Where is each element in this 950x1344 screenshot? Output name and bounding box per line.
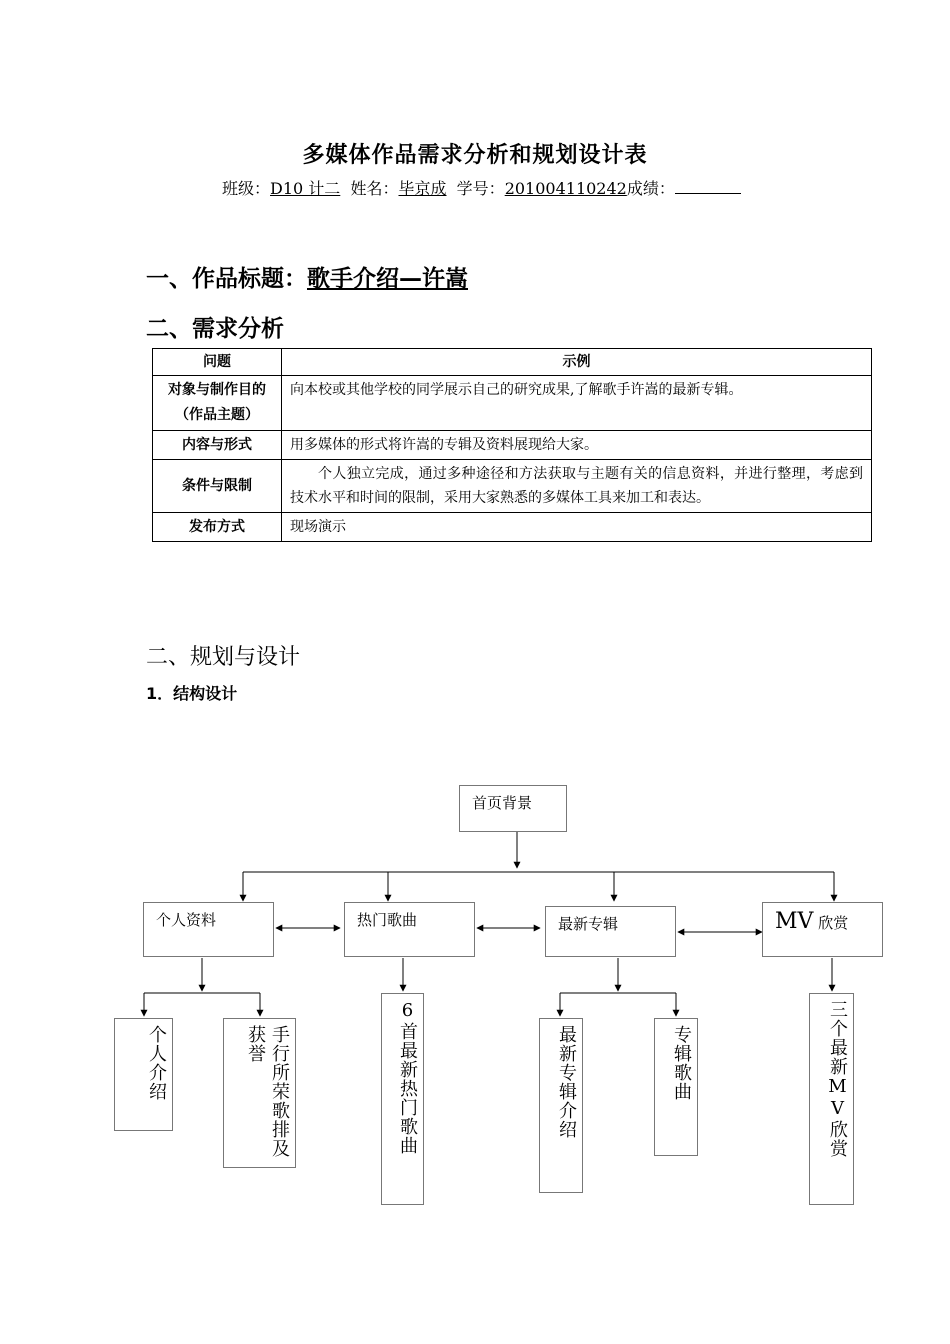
table-header-row [153, 349, 872, 376]
node-mv [762, 902, 883, 957]
leaf-rankings-honors: 手行所荣歌排及获誉 [223, 1018, 296, 1168]
structure-diagram-connectors [100, 780, 900, 1220]
name-label: 姓名： [350, 179, 399, 198]
table-row [153, 376, 872, 431]
document-title: 多媒体作品需求分析和规划设计表 [302, 143, 648, 168]
node-profile: 个人资料 [143, 902, 274, 957]
section-1-heading [146, 260, 468, 293]
table-row [153, 431, 872, 460]
table-row-label: 内容与形式 [153, 431, 282, 460]
mv-prefix: MV [775, 909, 814, 934]
table-row-value: 向本校或其他学校的同学展示自己的研究成果,了解歌手许嵩的最新专辑。 [282, 376, 872, 431]
node-root: 首页背景 [459, 785, 567, 832]
score-blank [675, 178, 741, 194]
leaf-album-songs: 专辑歌曲 [654, 1018, 698, 1156]
section-1-label: 一、作品标题： [146, 266, 307, 292]
table-row [153, 513, 872, 542]
work-title: 歌手介绍—许嵩 [307, 266, 468, 292]
table-row [153, 460, 872, 513]
requirements-table [152, 348, 872, 542]
class-value: D10 计二 [270, 179, 341, 198]
section-3-heading: 二、规划与设计 [146, 645, 301, 670]
id-value: 201004110242 [504, 179, 627, 198]
table-header-cell: 示例 [282, 349, 872, 376]
table-row-value: 现场演示 [282, 513, 872, 542]
node-latest-album: 最新专辑 [545, 906, 676, 957]
leaf-mv-list: 三个最新MV欣赏 [809, 993, 854, 1205]
section-2-heading: 二、需求分析 [146, 316, 284, 342]
leaf-hot-songs: 6首最新热门歌曲 [381, 993, 424, 1205]
node-hot-songs: 热门歌曲 [344, 902, 475, 957]
table-row-label: 条件与限制 [153, 460, 282, 513]
student-info [222, 176, 741, 199]
table-row-label: 发布方式 [153, 513, 282, 542]
table-header-cell: 问题 [153, 349, 282, 376]
class-label: 班级： [222, 179, 271, 198]
score-label: 成绩： [626, 179, 675, 198]
id-label: 学号： [456, 179, 505, 198]
table-row-value: 个人独立完成，通过多种途径和方法获取与主题有关的信息资料，并进行整理，考虑到技术水平和时间的限制，采用大家熟悉的多媒体工具来加工和表达。 [282, 460, 872, 513]
leaf-album-intro: 最新专辑介绍 [539, 1018, 583, 1193]
leaf-personal-intro: 个人介绍 [114, 1018, 173, 1131]
name-value: 毕京成 [398, 179, 447, 198]
structure-design-heading: 1．结构设计 [146, 684, 238, 703]
table-row-value: 用多媒体的形式将许嵩的专辑及资料展现给大家。 [282, 431, 872, 460]
mv-suffix: 欣赏 [818, 914, 849, 932]
table-row-label: 对象与制作目的（作品主题） [153, 376, 282, 431]
